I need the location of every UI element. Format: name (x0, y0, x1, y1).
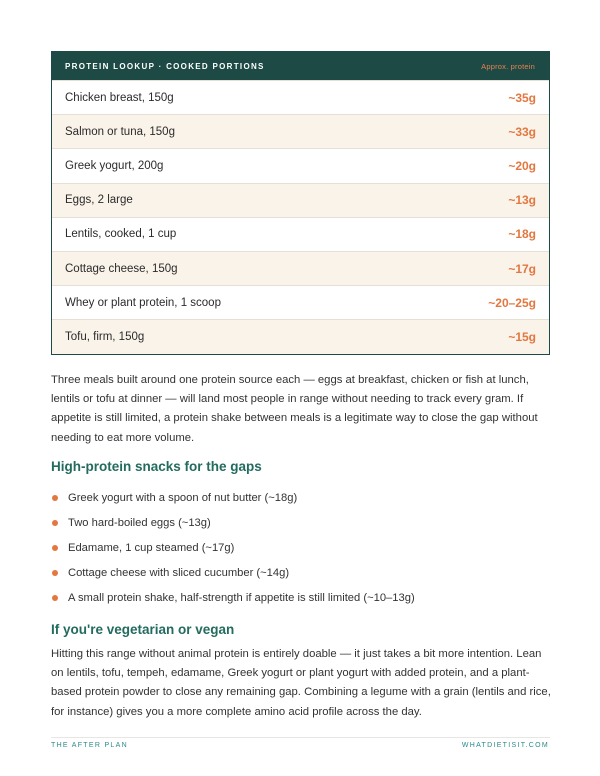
snack-text: Cottage cheese with sliced cucumber (~14g) (68, 566, 290, 579)
bullet-dot-icon (52, 495, 58, 501)
food-cell: Chicken breast, 150g (65, 91, 174, 104)
snack-text: Greek yogurt with a spoon of nut butter (~18g) (68, 491, 298, 504)
protein-cell: ~20g (508, 158, 536, 173)
vegetarian-heading: If you're vegetarian or vegan (51, 622, 235, 637)
table-row (52, 80, 549, 114)
snacks-heading: High-protein snacks for the gaps (51, 459, 262, 474)
table-row (52, 319, 549, 353)
snack-text: Two hard-boiled eggs (~13g) (68, 516, 211, 529)
food-cell: Salmon or tuna, 150g (65, 125, 175, 138)
snack-list (51, 485, 415, 610)
table-row (52, 148, 549, 182)
table-column-label: Approx. protein (481, 61, 535, 71)
vegetarian-paragraph: Hitting this range without animal protein is entirely doable — it just takes a bit more intention. Lean on lentils, tofu, tempeh, edamame, Greek yogurt or plant yogurt with added protein, and a plant-based protein powder to close any remaining gap. Combining a legume with a grain (lentils and rice, for instance) gives you a more complete amino acid profile across the day. (51, 648, 551, 718)
footer-divider (51, 737, 550, 738)
table-header (52, 52, 549, 80)
protein-cell: ~20–25g (488, 295, 536, 310)
food-cell: Cottage cheese, 150g (65, 262, 178, 275)
snack-text: A small protein shake, half-strength if appetite is still limited (~10–13g) (68, 591, 415, 604)
snack-text: Edamame, 1 cup steamed (~17g) (68, 541, 235, 554)
footer-website: WHATDIETISIT.COM (461, 742, 549, 749)
table-row (52, 285, 549, 319)
table-row (52, 217, 549, 251)
bullet-dot-icon (52, 545, 58, 551)
food-cell: Greek yogurt, 200g (65, 159, 164, 172)
list-item (51, 585, 415, 610)
protein-cell: ~15g (508, 329, 536, 344)
food-cell: Whey or plant protein, 1 scoop (65, 296, 221, 309)
list-item (51, 485, 415, 510)
table-title: PROTEIN LOOKUP · COOKED PORTIONS (65, 61, 265, 71)
food-cell: Eggs, 2 large (65, 194, 133, 207)
list-item (51, 535, 415, 560)
table-row (52, 251, 549, 285)
bullet-dot-icon (52, 570, 58, 576)
protein-cell: ~33g (508, 124, 536, 139)
bullet-dot-icon (52, 595, 58, 601)
protein-cell: ~18g (508, 227, 536, 242)
food-cell: Tofu, firm, 150g (65, 330, 145, 343)
protein-cell: ~35g (508, 90, 536, 105)
food-cell: Lentils, cooked, 1 cup (65, 228, 177, 241)
intro-paragraph: Three meals built around one protein source each — eggs at breakfast, chicken or fish at lunch, lentils or tofu at dinner — will land most people in range without needing to track every gram. If appetite is still limited, a protein shake between meals is a legitimate way to close the gap without needing to eat more volume. (51, 374, 538, 444)
footer-brand: THE AFTER PLAN (51, 742, 128, 749)
protein-cell: ~17g (508, 261, 536, 276)
table-row (52, 183, 549, 217)
protein-lookup-table (51, 51, 550, 355)
list-item (51, 560, 415, 585)
bullet-dot-icon (52, 520, 58, 526)
protein-cell: ~13g (508, 193, 536, 208)
table-row (52, 114, 549, 148)
list-item (51, 510, 415, 535)
